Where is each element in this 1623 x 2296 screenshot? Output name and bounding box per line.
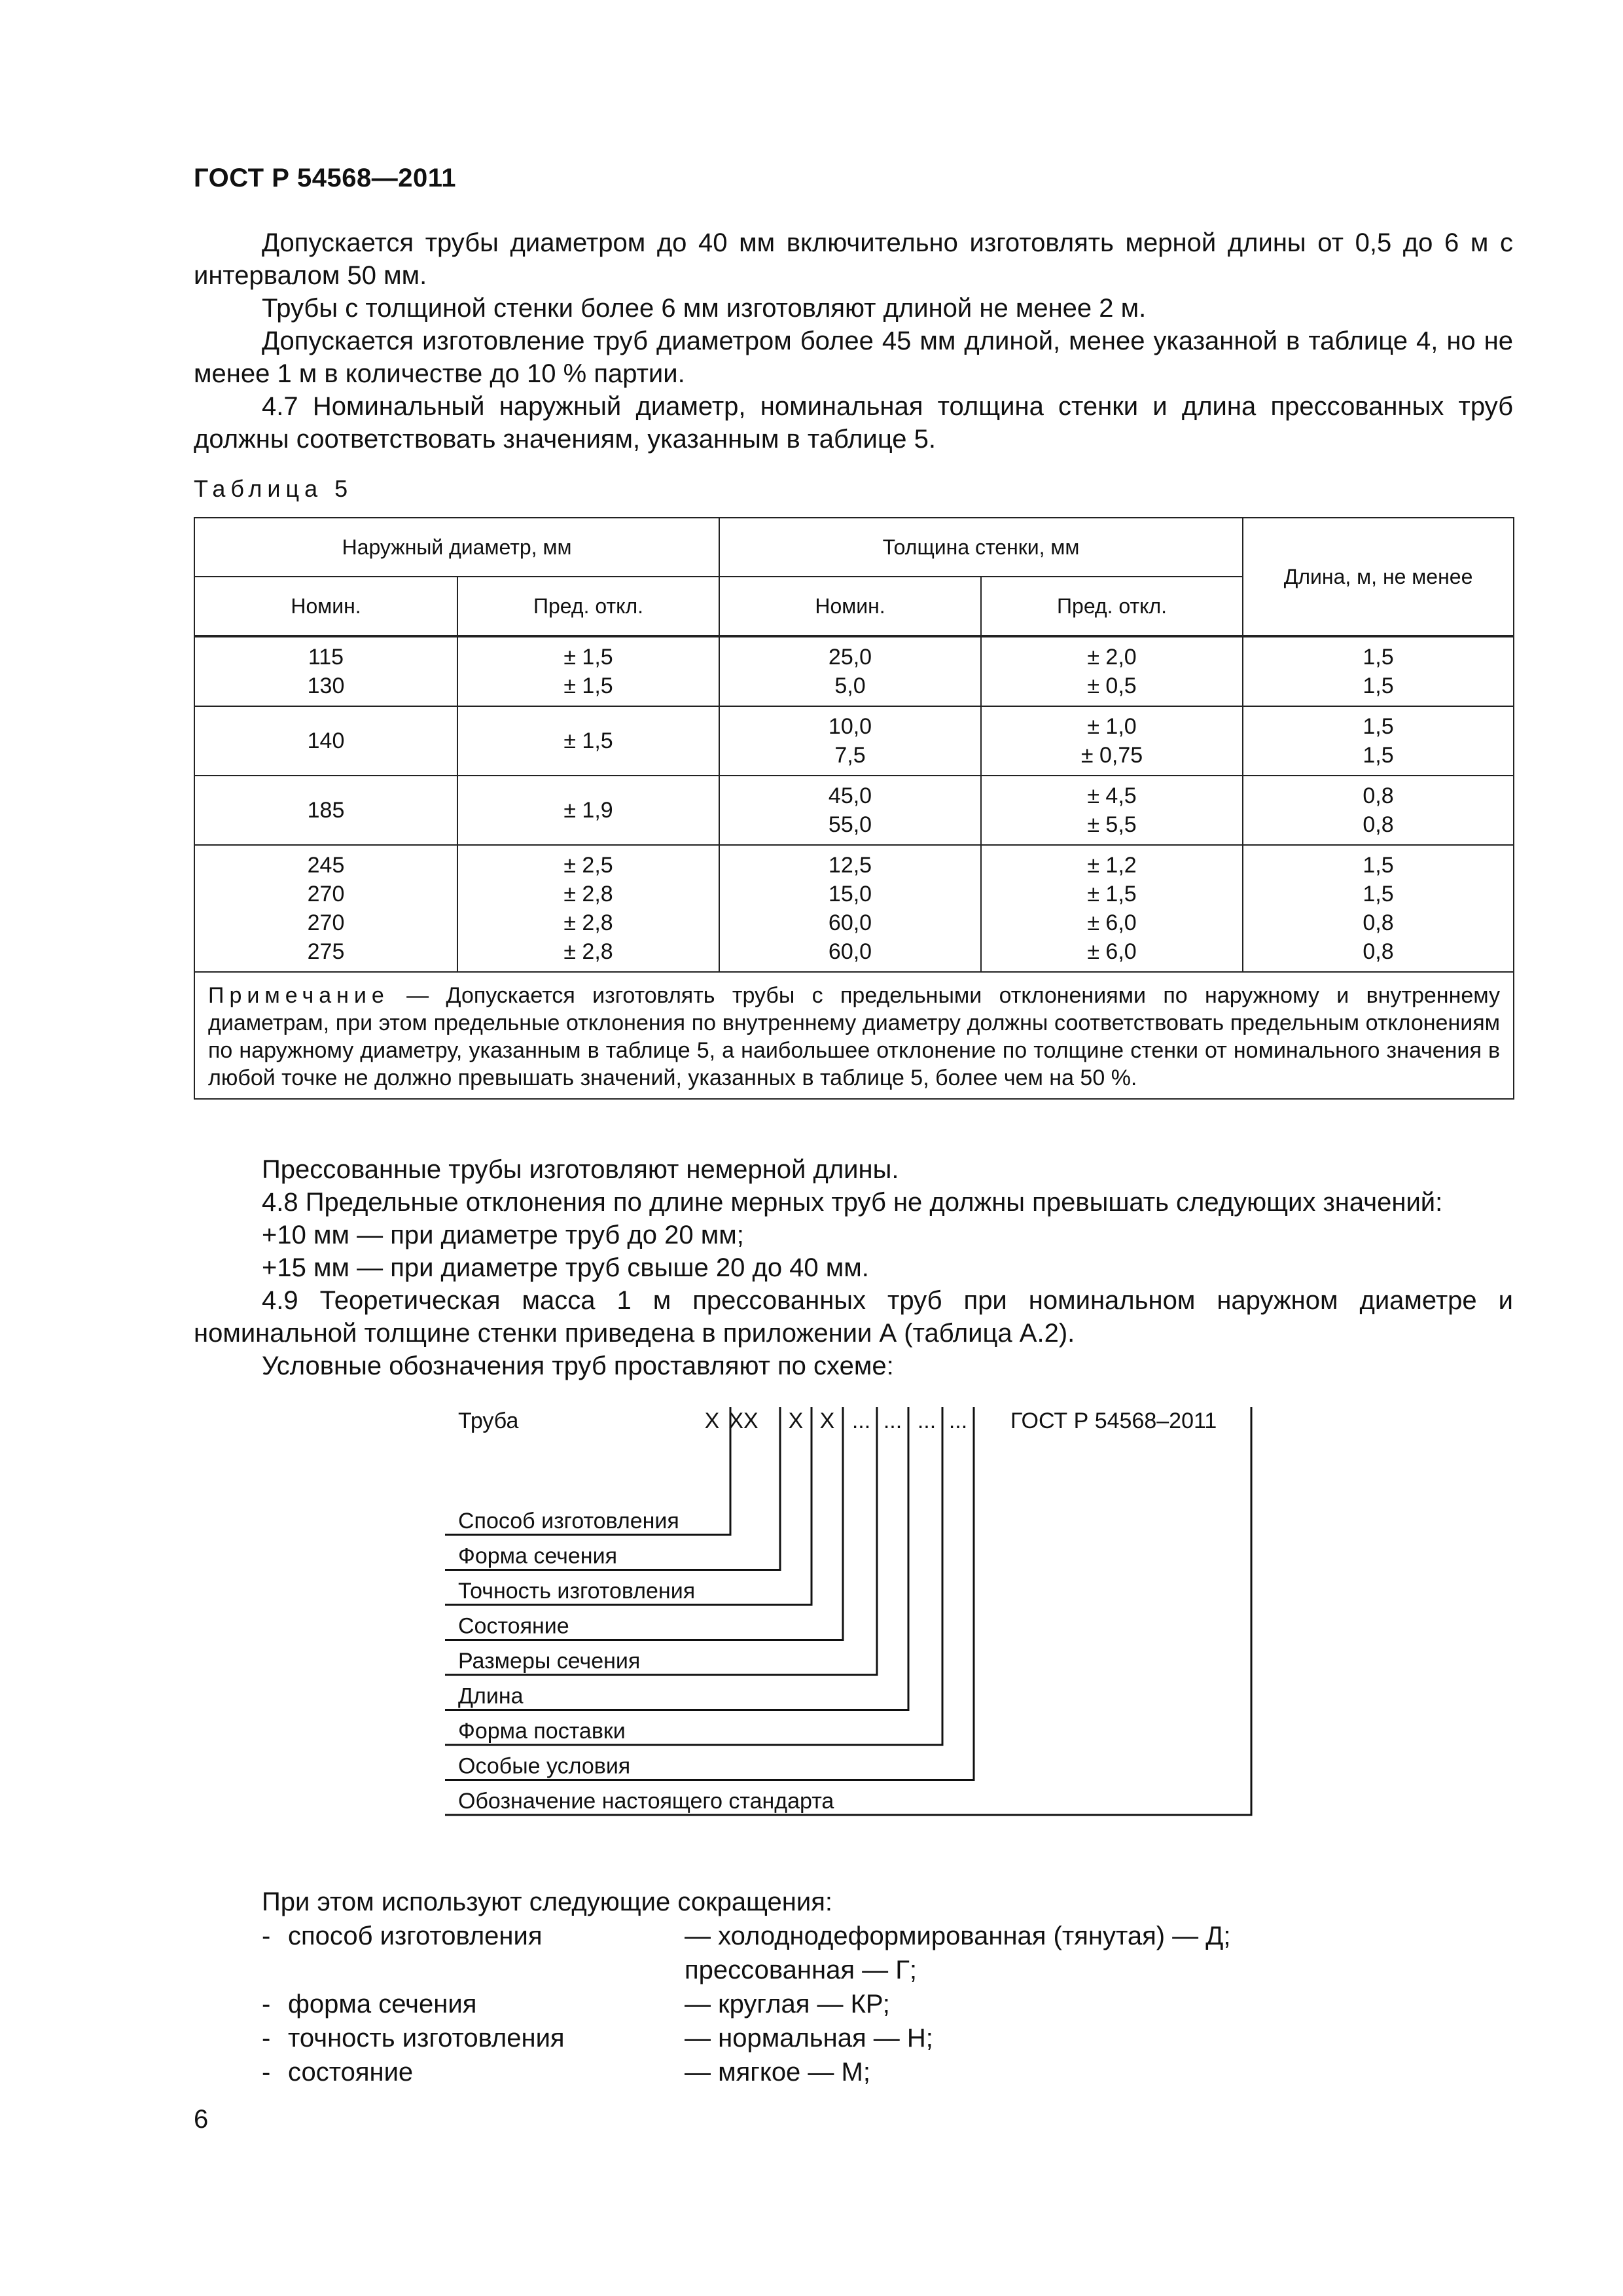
- scheme-label: Длина: [458, 1683, 524, 1709]
- cell-diameter: [194, 706, 457, 776]
- cell-value: 245: [307, 853, 345, 878]
- table-body: [194, 636, 1514, 972]
- scheme-label: Обозначение настоящего стандарта: [458, 1789, 834, 1814]
- abbreviation-value: — мягкое — М;: [685, 2058, 870, 2087]
- abbreviation-name: состояние: [288, 2058, 414, 2087]
- cell-value: 1,5: [1363, 714, 1394, 739]
- note-text: — Допускается изготовлять трубы с предельными отклонениями по наружному и внутреннему диаметрам, при этом предельные отклонения по внутреннему диаметру должны соответствовать предельным отклонениям по наружному диаметру, указанным в таблице 5, а наибольшее отклонение по толщине стенки от номинального значения в любой точке не должно превышать значений, указанных в таблице 5, более чем на 50 %.: [208, 983, 1501, 1090]
- cell-diameter-tolerance: [457, 776, 719, 845]
- abbreviation-row: [194, 2021, 1513, 2055]
- scheme-code: X: [819, 1408, 835, 1433]
- scheme-standard: ГОСТ Р 54568–2011: [1010, 1408, 1217, 1433]
- cell-length: [1243, 776, 1514, 845]
- abbreviation-value: — холоднодеформированная (тянутая) — Д;: [685, 1922, 1231, 1950]
- abbreviation-row: [194, 1987, 1513, 2021]
- cell-wall-tolerance: [981, 706, 1243, 776]
- abbreviation-row: [194, 2055, 1513, 2089]
- designation-scheme: [432, 1401, 1296, 1820]
- cell-value: ± 5,5: [1087, 812, 1137, 837]
- header-length: Длина, м, не менее: [1243, 518, 1514, 636]
- abbreviation-bullet: -: [262, 2058, 271, 2087]
- paragraph: Прессованные трубы изготовляют немерной длины.: [262, 1155, 899, 1184]
- table-note: [194, 972, 1514, 1099]
- header-diam-nomin: Номин.: [194, 577, 457, 636]
- cell-value: 275: [307, 939, 345, 964]
- table-row: [194, 845, 1514, 972]
- paragraph: 4.8 Предельные отклонения по длине мерных труб не должны превышать следующих значений:: [262, 1188, 1443, 1217]
- abbreviation-bullet: -: [262, 1922, 271, 1950]
- paragraph: +10 мм — при диаметре труб до 20 мм;: [262, 1221, 744, 1249]
- cell-value: ± 1,0: [1087, 714, 1137, 739]
- scheme-label: Способ изготовления: [458, 1509, 679, 1534]
- abbreviation-name: форма сечения: [288, 1990, 477, 2018]
- paragraph-measured-length: Допускается трубы диаметром до 40 мм включительно изготовлять мерной длины от 0,5 до 6 м с интервалом 50 мм.: [194, 228, 1513, 290]
- abbreviation-value: — нормальная — Н;: [685, 2024, 933, 2053]
- table-row: [194, 706, 1514, 776]
- scheme-code: ...: [851, 1408, 871, 1433]
- cell-value: 25,0: [828, 645, 872, 670]
- cell-value: 1,5: [1363, 853, 1394, 878]
- cell-value: 60,0: [828, 910, 872, 935]
- document-header: ГОСТ Р 54568—2011: [194, 164, 456, 192]
- table-row: [194, 636, 1514, 706]
- cell-value: 45,0: [828, 783, 872, 808]
- text-after-table: [194, 1153, 1513, 1382]
- scheme-code: ...: [948, 1408, 968, 1433]
- cell-value: ± 6,0: [1087, 939, 1137, 964]
- paragraph: Условные обозначения труб проставляют по схеме:: [262, 1352, 894, 1380]
- cell-diameter-tolerance: [457, 636, 719, 706]
- cell-wall-tolerance: [981, 845, 1243, 972]
- cell-diameter-tolerance: [457, 845, 719, 972]
- header-wall-tol: Пред. откл.: [981, 577, 1243, 636]
- cell-wall-tolerance: [981, 636, 1243, 706]
- table-row: [194, 776, 1514, 845]
- header-diam-tol: Пред. откл.: [457, 577, 719, 636]
- cell-value: 5,0: [834, 673, 866, 698]
- scheme-code: ...: [883, 1408, 902, 1433]
- cell-value: ± 0,5: [1087, 673, 1137, 698]
- page-number: 6: [194, 2105, 209, 2134]
- cell-length: [1243, 845, 1514, 972]
- cell-wall: [719, 706, 981, 776]
- cell-diameter: [194, 776, 457, 845]
- paragraph-wall-thickness: Трубы с толщиной стенки более 6 мм изготовляют длиной не менее 2 м.: [262, 294, 1147, 323]
- cell-value: 60,0: [828, 939, 872, 964]
- cell-value: ± 1,5: [563, 673, 613, 698]
- abbreviation-name: способ изготовления: [288, 1922, 543, 1950]
- abbreviation-bullet: -: [262, 2024, 271, 2053]
- abbreviation-value: прессованная — Г;: [685, 1956, 917, 1984]
- cell-value: 1,5: [1363, 743, 1394, 768]
- cell-value: 0,8: [1363, 939, 1394, 964]
- scheme-code: XX: [728, 1408, 758, 1433]
- scheme-label: Размеры сечения: [458, 1649, 641, 1674]
- cell-value: 7,5: [834, 743, 866, 768]
- cell-value: ± 1,5: [563, 728, 613, 753]
- header-wall-thickness: Толщина стенки, мм: [719, 518, 1243, 577]
- cell-value: ± 2,8: [563, 910, 613, 935]
- cell-length: [1243, 706, 1514, 776]
- cell-value: ± 6,0: [1087, 910, 1137, 935]
- abbreviation-bullet: -: [262, 1990, 271, 2018]
- paragraph: 4.9 Теоретическая масса 1 м прессованных труб при номинальном наружном диаметре и номинальной толщине стенки приведена в приложении А (таблица А.2).: [194, 1286, 1513, 1348]
- abbreviation-row: [194, 1919, 1513, 1953]
- scheme-label: Форма поставки: [458, 1719, 626, 1744]
- cell-value: ± 1,9: [563, 798, 613, 823]
- paragraph-shorter-length: Допускается изготовление труб диаметром более 45 мм длиной, менее указанной в таблице 4, но не менее 1 м в количестве до 10 % партии.: [194, 327, 1513, 388]
- cell-value: 185: [307, 798, 345, 823]
- cell-length: [1243, 636, 1514, 706]
- cell-value: ± 1,5: [563, 645, 613, 670]
- header-wall-nomin: Номин.: [719, 577, 981, 636]
- cell-value: ± 2,8: [563, 939, 613, 964]
- header-outer-diameter: Наружный диаметр, мм: [194, 518, 719, 577]
- scheme-label: Точность изготовления: [458, 1579, 696, 1604]
- paragraph-4-7: 4.7 Номинальный наружный диаметр, номинальная толщина стенки и длина прессованных труб должны соответствовать значениям, указанным в таблице 5.: [194, 392, 1513, 454]
- cell-value: 115: [308, 645, 344, 670]
- cell-value: ± 2,0: [1087, 645, 1137, 670]
- cell-value: 55,0: [828, 812, 872, 837]
- abbreviations-intro: При этом используют следующие сокращения:: [262, 1888, 832, 1916]
- scheme-word: Труба: [458, 1408, 519, 1433]
- scheme-code: X: [788, 1408, 804, 1433]
- table-caption: Таблица 5: [194, 475, 353, 502]
- cell-value: ± 1,5: [1087, 882, 1137, 906]
- cell-value: 0,8: [1363, 812, 1394, 837]
- cell-diameter-tolerance: [457, 706, 719, 776]
- cell-value: 10,0: [828, 714, 872, 739]
- cell-value: 15,0: [828, 882, 872, 906]
- cell-value: ± 1,2: [1087, 853, 1137, 878]
- cell-value: ± 4,5: [1087, 783, 1137, 808]
- cell-value: 1,5: [1363, 645, 1394, 670]
- cell-value: 130: [307, 673, 345, 698]
- cell-diameter: [194, 636, 457, 706]
- note-label: Примечание: [208, 983, 389, 1008]
- scheme-code: ...: [917, 1408, 936, 1433]
- paragraph: +15 мм — при диаметре труб свыше 20 до 40 мм.: [262, 1253, 869, 1282]
- abbreviations-list: [194, 1885, 1513, 2089]
- cell-value: 0,8: [1363, 910, 1394, 935]
- scheme-label: Состояние: [458, 1613, 569, 1639]
- cell-wall: [719, 776, 981, 845]
- table-5: [194, 517, 1514, 1100]
- cell-value: ± 2,8: [563, 882, 613, 906]
- abbreviation-row: [194, 1953, 1513, 1987]
- cell-value: ± 2,5: [563, 853, 613, 878]
- abbreviation-name: точность изготовления: [288, 2024, 565, 2053]
- cell-value: 1,5: [1363, 882, 1394, 906]
- cell-wall: [719, 845, 981, 972]
- cell-value: 0,8: [1363, 783, 1394, 808]
- cell-diameter: [194, 845, 457, 972]
- scheme-label: Особые условия: [458, 1753, 631, 1779]
- abbreviation-value: — круглая — КР;: [685, 1990, 890, 2018]
- cell-wall-tolerance: [981, 776, 1243, 845]
- cell-wall: [719, 636, 981, 706]
- cell-value: 140: [307, 728, 345, 753]
- cell-value: 270: [307, 910, 345, 935]
- cell-value: 12,5: [828, 853, 872, 878]
- cell-value: 1,5: [1363, 673, 1394, 698]
- scheme-label: Форма сечения: [458, 1543, 617, 1569]
- cell-value: 270: [307, 882, 345, 906]
- scheme-code: X: [704, 1408, 720, 1433]
- cell-value: ± 0,75: [1080, 743, 1143, 768]
